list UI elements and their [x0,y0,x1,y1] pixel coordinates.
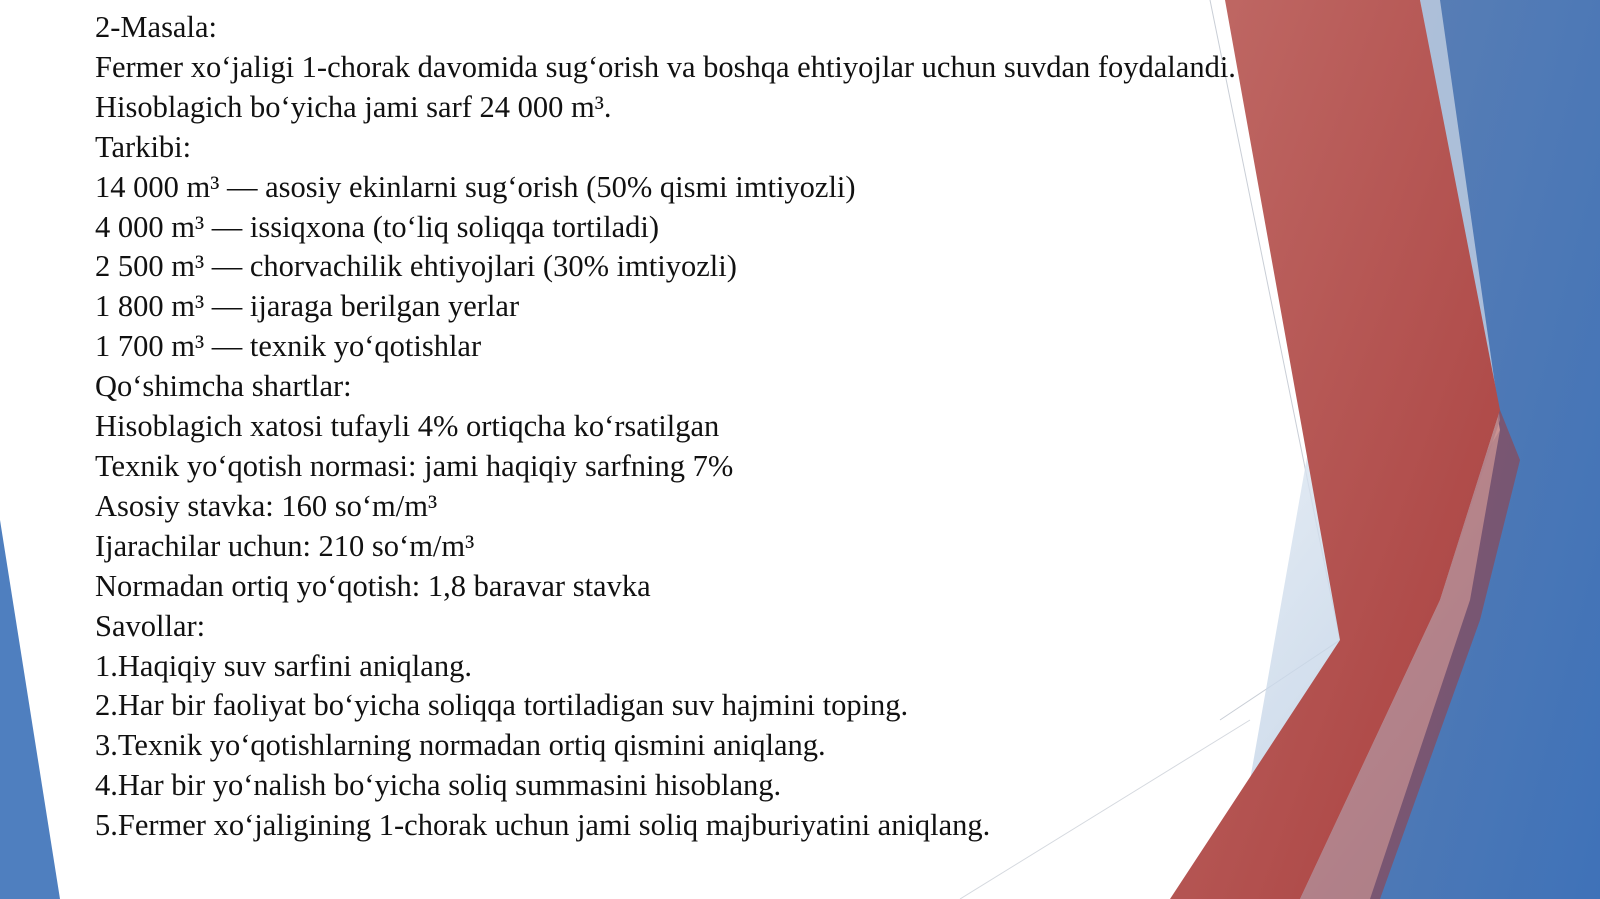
condition-item: Normadan ortiq yoʻqotish: 1,8 baravar stavka [95,568,651,603]
question-item: 3.Texnik yoʻqotishlarning normadan ortiq qismini aniqlang. [95,728,826,763]
question-item: 2.Har bir faoliyat boʻyicha soliqqa tortiladigan suv hajmini toping. [95,688,909,723]
condition-item: Hisoblagich xatosi tufayli 4% ortiqcha koʻrsatilgan [95,409,720,444]
problem-text-body [95,8,1495,846]
questions-heading: Savollar: [95,608,206,643]
composition-item: 1 700 m³ — texnik yoʻqotishlar [95,329,482,364]
composition-item: 1 800 m³ — ijaraga berilgan yerlar [95,289,520,324]
composition-item: 2 500 m³ — chorvachilik ehtiyojlari (30% imtiyozli) [95,249,737,284]
question-item: 4.Har bir yoʻnalish boʻyicha soliq summasini hisoblang. [95,768,782,803]
intro-line: Fermer xoʻjaligi 1-chorak davomida sugʻorish va boshqa ehtiyojlar uchun suvdan foydalandi. [95,49,1236,84]
question-item: 1.Haqiqiy suv sarfini aniqlang. [95,648,472,683]
conditions-heading: Qoʻshimcha shartlar: [95,369,352,404]
condition-item: Ijarachilar uchun: 210 soʻm/m³ [95,528,475,563]
condition-item: Texnik yoʻqotish normasi: jami haqiqiy sarfning 7% [95,448,734,483]
composition-item: 14 000 m³ — asosiy ekinlarni sugʻorish (50% qismi imtiyozli) [95,169,856,204]
question-item: 5.Fermer xoʻjaligining 1-chorak uchun jami soliq majburiyatini aniqlang. [95,808,991,843]
problem-title: 2-Masala: [95,10,217,44]
condition-item: Asosiy stavka: 160 soʻm/m³ [95,488,438,523]
composition-item: 4 000 m³ — issiqxona (toʻliq soliqqa tortiladi) [95,209,660,244]
blue-sliver-left [0,520,60,899]
composition-heading: Tarkibi: [95,129,192,164]
intro-line: Hisoblagich boʻyicha jami sarf 24 000 m³. [95,89,612,124]
